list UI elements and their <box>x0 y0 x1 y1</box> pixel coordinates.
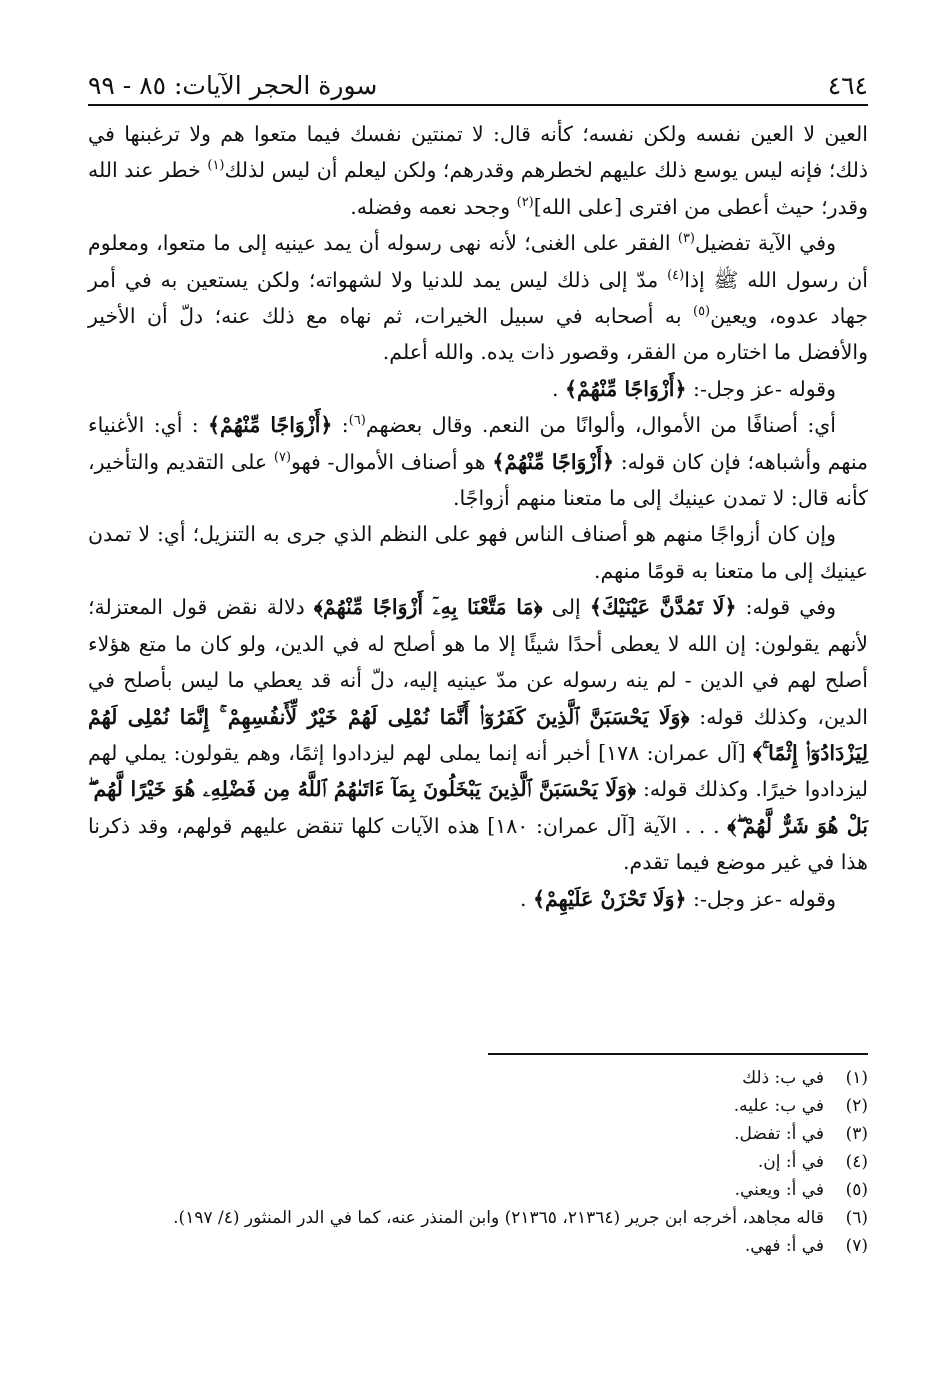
text-run: الفقر على الغنى؛ لأنه نهى رسوله أن يمد عينيه إلى ما متعوا، ومعلوم أن رسول الله ﷺ إذا <box>88 231 868 292</box>
quran-verse: ﴿وَلَا يَحْسَبَنَّ ٱلَّذِينَ كَفَرُوٓا۟ أَنَّمَا نُمْلِى لَهُمْ خَيْرٌ لِّأَنفُسِهِمْ ۚ إِنَّمَا نُمْلِى لَهُمْ لِيَزْدَادُوٓا۟ إِثْمًا ۚ﴾ <box>88 704 868 765</box>
main-text <box>88 116 868 917</box>
footnote-rule <box>488 1053 868 1055</box>
footnote-number: (٤) <box>845 1152 868 1172</box>
text-run: . <box>551 376 565 401</box>
text-run: : <box>332 413 349 438</box>
footnote-ref[interactable]: (٥) <box>692 304 711 320</box>
text-run: وقوله -عز وجل-: <box>686 886 836 911</box>
footnote-number: (٣) <box>845 1124 868 1144</box>
paragraph-3 <box>88 371 868 407</box>
quran-verse: ﴿أَزْوَاجًا مِّنْهُمْ﴾ <box>564 376 687 401</box>
footnote-item <box>88 1204 868 1232</box>
quran-verse: ﴿وَلَا يَحْسَبَنَّ ٱلَّذِينَ يَبْخَلُونَ بِمَآ ءَاتَىٰهُمُ ٱللَّهُ مِن فَضْلِهِۦ هُوَ خَيْرًا لَّهُم ۖ بَلْ هُوَ شَرٌّ لَّهُمْ ۖ﴾ <box>88 777 869 838</box>
text-run: أي: أصنافًا من الأموال، وألوانًا من النعم. وقال بعضهم <box>365 413 836 438</box>
quran-verse: ﴿أَزْوَاجًا مِّنْهُمْ﴾ <box>208 413 333 438</box>
text-run: وفي قوله: <box>736 595 837 620</box>
footnote-item <box>88 1148 868 1176</box>
text-run: العين لا العين نفسه ولكن نفسه؛ كأنه قال: لا تمنتين نفسك فيما متعوا هم ولا ترغبنها في ذلك؛ فإنه ليس يوسع ذلك عليهم لخطرهم وقدرهم؛ ولكن ليعلم أن ليس لذلك <box>88 122 868 183</box>
text-run: به أصحابه في سبيل الخيرات، ثم نهاه مع ذلك عنه؛ دلّ أن الأخير والأفضل ما اختاره من الفقر، وقصور ذات يده. والله أعلم. <box>88 304 868 365</box>
footnote-text: قاله مجاهد، أخرجه ابن جرير (٢١٣٦٤، ٢١٣٦٥) وابن المنذر عنه، كما في الدر المنثور (٤/ ١٩٧). <box>173 1208 824 1228</box>
footnote-number: (٢) <box>845 1096 868 1116</box>
footnote-item <box>88 1092 868 1120</box>
paragraph-2 <box>88 225 868 371</box>
footnote-ref[interactable]: (٦) <box>348 413 366 429</box>
footnote-number: (١) <box>845 1068 868 1088</box>
quran-verse: ﴿لَا تَمُدَّنَّ عَيْنَيْكَ﴾ <box>589 595 737 620</box>
quran-verse: ﴿وَلَا تَحْزَنْ عَلَيْهِمْ﴾ <box>533 886 687 911</box>
footnote-number: (٧) <box>845 1236 868 1256</box>
footnote-ref[interactable]: (٢) <box>516 194 534 210</box>
footnote-number: (٥) <box>845 1180 868 1200</box>
footnote-ref[interactable]: (٧) <box>273 449 292 465</box>
page-header <box>88 56 868 100</box>
footnote-item <box>88 1064 868 1092</box>
running-title: سورة الحجر الآيات: ٨٥ - ٩٩ <box>88 71 378 100</box>
paragraph-4 <box>88 407 868 516</box>
header-rule <box>88 104 868 106</box>
paragraph-5: وإن كان أزواجًا منهم هو أصناف الناس فهو على النظم الذي جرى به التنزيل؛ أي: لا تمدن عينيك إلى ما متعنا به قومًا منهم. <box>88 522 868 583</box>
text-run: . . . الآية [آل عمران: ١٨٠] هذه الآيات كلها تنقض عليهم قولهم، وقد ذكرنا هذا في غير موضع فيما تقدم. <box>88 813 868 875</box>
footnotes <box>88 1064 868 1260</box>
paragraph-7 <box>88 881 868 917</box>
footnote-ref[interactable]: (١) <box>207 158 225 174</box>
text-run: على التقديم والتأخير، كأنه قال: لا تمدن عينيك إلى ما متعنا منهم أزواجًا. <box>88 449 868 511</box>
text-run: دلالة نقض قول المعتزلة؛ لأنهم يقولون: إن الله لا يعطى أحدًا شيئًا إلا ما هو أصلح له في الدين، ولو كان ما متع هؤلاء أصلح لهم في الدين - لم ينه رسوله عن مدّ عينيه إليه، دلّ أنه قد يعطي ما ليس بأصلح في الدين، وكذلك قوله: <box>88 595 868 729</box>
text-run: وقوله -عز وجل-: <box>686 376 836 401</box>
text-run: : أي: الأغنياء منهم وأشباهه؛ فإن كان قوله: <box>88 413 868 474</box>
footnote-text: في أ: إن. <box>757 1152 824 1172</box>
footnote-item <box>88 1120 868 1148</box>
footnote-text: في أ: ويعني. <box>734 1180 824 1200</box>
footnote-text: في ب: عليه. <box>733 1096 824 1116</box>
paragraph-1 <box>88 116 868 225</box>
text-run: خطر عند الله وقدر؛ حيث أعطى من افترى [على الله] <box>88 158 868 219</box>
footnote-item <box>88 1232 868 1260</box>
footnote-ref[interactable]: (٣) <box>677 231 695 247</box>
footnote-text: في أ: تفضل. <box>734 1124 824 1144</box>
footnote-text: في أ: فهي. <box>744 1236 824 1256</box>
footnote-ref[interactable]: (٤) <box>667 267 685 283</box>
footnote-text: في ب: ذلك <box>742 1068 824 1088</box>
text-run: وفي الآية تفضيل <box>695 231 837 256</box>
text-run: هو أصناف الأموال- فهو <box>291 449 493 474</box>
page-number: ٤٦٤ <box>827 71 868 100</box>
text-run: وجحد نعمه وفضله. <box>350 194 517 219</box>
quran-verse: ﴿مَا مَتَّعْنَا بِهِۦٓ أَزْوَاجًا مِّنْهُمْ﴾ <box>313 595 543 620</box>
footnote-item <box>88 1176 868 1204</box>
paragraph-6 <box>88 589 868 880</box>
text-run: . <box>519 886 534 911</box>
quran-verse: ﴿أَزْوَاجًا مِّنْهُمْ﴾ <box>492 449 615 474</box>
text-run: مدّ إلى ذلك ليس يمد للدنيا ولا لشهواته؛ ولكن يستعين به في أمر جهاد عدوه، ويعين <box>88 267 868 329</box>
text-run: [آل عمران: ١٧٨] أخبر أنه إنما يملى لهم ليزدادوا إثمًا، وهم يقولون: يملي لهم ليزدادوا خيرًا. وكذلك قوله: <box>88 740 868 802</box>
text-run: إلى <box>542 595 590 620</box>
footnote-number: (٦) <box>845 1208 868 1228</box>
